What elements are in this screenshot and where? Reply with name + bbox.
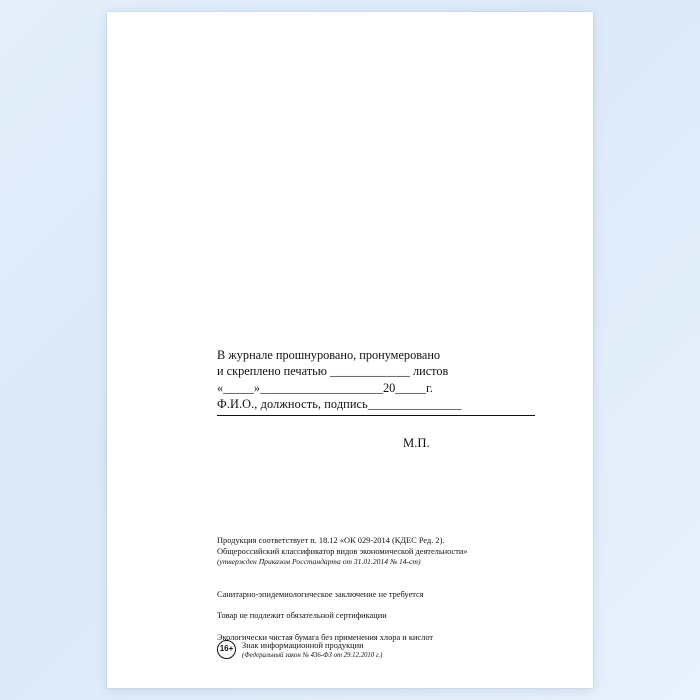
age-rating-text (242, 640, 382, 660)
age-rating-row (217, 640, 382, 660)
binding-statement-line-2: и скреплено печатью _____________ листов (217, 364, 449, 379)
age-rating-badge-icon: 16+ (217, 640, 236, 659)
legal-sanitary: Санитарно-эпидемиологическое заключение не требуется (217, 589, 424, 599)
legal-product-line-3: (утвержден Приказом Росстандарта от 31.01.2014 № 14-ст) (217, 557, 421, 567)
legal-product-line-2: Общероссийский классификатор видов экономической деятельности» (217, 546, 468, 556)
legal-certification: Товар не подлежит обязательной сертификации (217, 611, 387, 621)
binding-statement-line-1: В журнале прошнуровано, пронумеровано (217, 348, 441, 362)
binding-statement-signature-line: Ф.И.О., должность, подпись_______________ (217, 397, 462, 412)
legal-paper: Экологически чистая бумага без применения хлора и кислот (217, 632, 434, 642)
age-rating-label: Знак информационной продукции (242, 641, 364, 650)
binding-statement-date-line: «_____»____________________20_____г. (217, 380, 433, 395)
legal-product-line-1: Продукция соответствует п. 18.12 «ОК 029-2014 (КДЕС Ред. 2). (217, 536, 445, 545)
binding-statement-block (217, 347, 547, 416)
seal-mark: М.П. (403, 436, 430, 450)
age-rating-law: (Федеральный закон № 436-ФЗ от 29.12.2010 г.) (242, 652, 383, 659)
page-content (107, 12, 593, 688)
legal-block (217, 536, 567, 655)
document-page (107, 12, 593, 688)
signature-rule (217, 415, 535, 416)
